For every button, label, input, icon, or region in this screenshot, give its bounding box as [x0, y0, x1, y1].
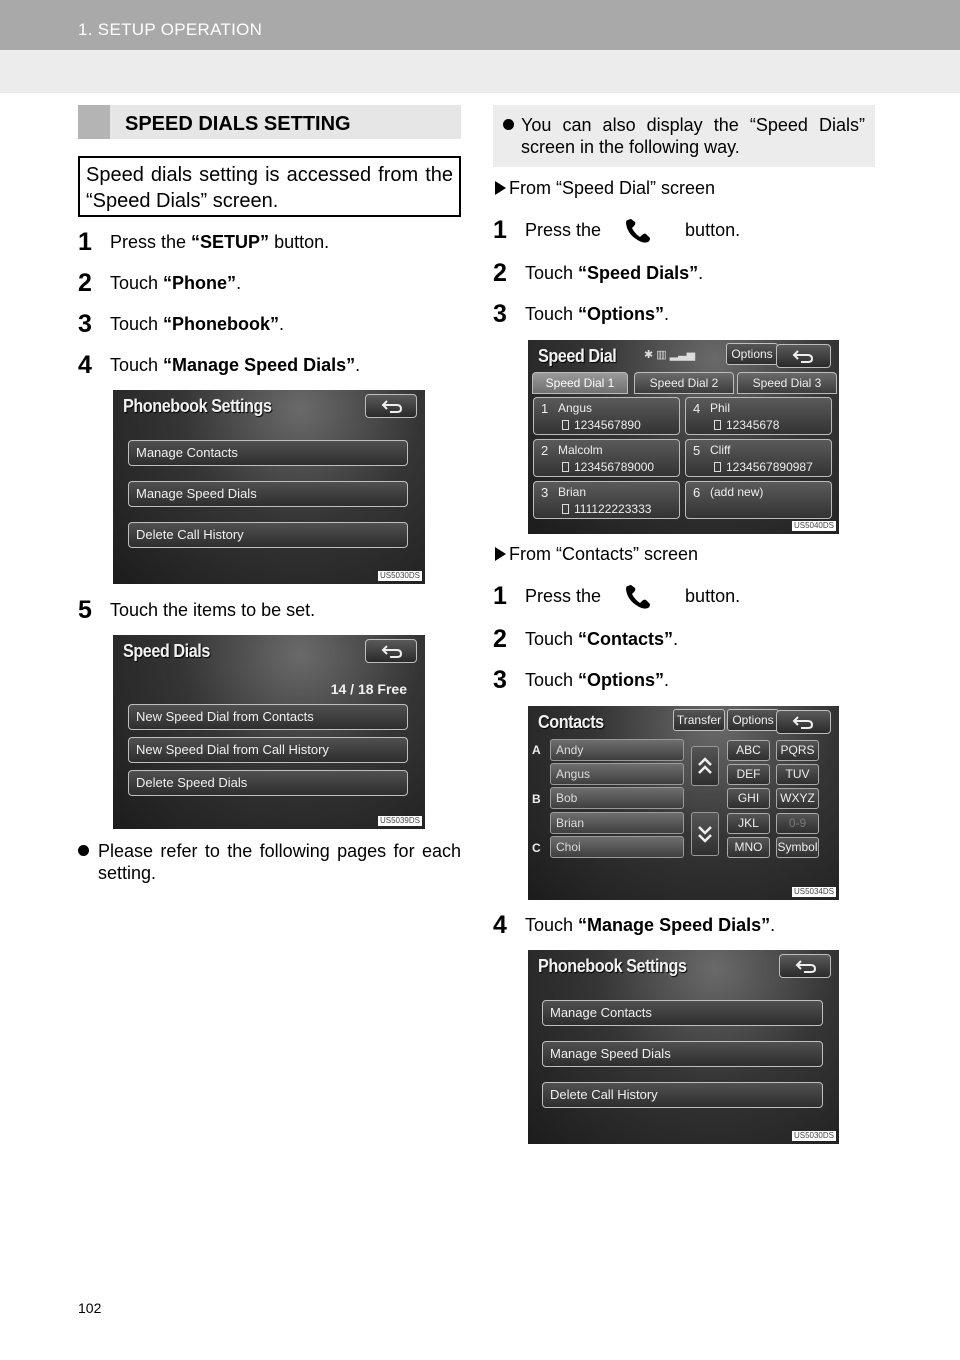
- delete-call-history-button[interactable]: Delete Call History: [128, 522, 408, 548]
- step-text: Touch: [525, 304, 579, 324]
- header-title: 1. SETUP OPERATION: [78, 20, 263, 39]
- back-arrow-icon: [792, 715, 814, 731]
- image-code: US5030DS: [793, 1131, 834, 1140]
- scroll-up-button[interactable]: [691, 746, 719, 786]
- speed-dial-entry[interactable]: [533, 439, 680, 477]
- back-button[interactable]: [776, 710, 831, 734]
- step-number: 1: [493, 582, 507, 610]
- left-step-3: [78, 310, 284, 339]
- back-button[interactable]: [776, 344, 831, 368]
- key-0-9[interactable]: 0-9: [776, 813, 819, 834]
- step-emphasis: “Manage Speed Dials”: [163, 355, 356, 375]
- step-number: 1: [78, 228, 92, 256]
- speed-dial-screenshot: [528, 340, 839, 534]
- delete-speed-dials-button[interactable]: Delete Speed Dials: [128, 770, 408, 796]
- step-number: 3: [493, 300, 507, 328]
- speed-dial-entry[interactable]: [533, 481, 680, 519]
- back-arrow-icon: [792, 349, 814, 365]
- from-contacts-heading: [495, 544, 698, 565]
- delete-call-history-button[interactable]: Delete Call History: [542, 1082, 823, 1108]
- status-icons: ✱ ▥ ▂▃▅: [644, 349, 696, 361]
- index-letter: A: [532, 743, 541, 757]
- contact-row[interactable]: Angus: [550, 763, 684, 785]
- phone-icon: [623, 583, 653, 611]
- tab-speed-dial-3[interactable]: Speed Dial 3: [737, 372, 837, 394]
- bullet-dot: [503, 119, 514, 130]
- right-a-step-3: [493, 300, 669, 329]
- step-text: .: [355, 355, 361, 375]
- step-text: Touch: [110, 273, 164, 293]
- step-emphasis: “Options”: [578, 670, 665, 690]
- key-ghi[interactable]: GHI: [727, 788, 770, 809]
- back-button[interactable]: [779, 954, 831, 978]
- step-emphasis: “Options”: [578, 304, 665, 324]
- step-text: Touch: [525, 629, 579, 649]
- step-text: .: [664, 670, 670, 690]
- note-box: [493, 105, 875, 167]
- entry-phone: 1234567890: [574, 418, 641, 432]
- step-number: 4: [493, 911, 507, 939]
- step-text: .: [770, 915, 776, 935]
- entry-number: 6: [693, 485, 701, 500]
- new-speed-dial-call-history-button[interactable]: New Speed Dial from Call History: [128, 737, 408, 763]
- contact-row[interactable]: Brian: [550, 812, 684, 834]
- contact-row[interactable]: Andy: [550, 739, 684, 761]
- transfer-button[interactable]: Transfer: [673, 709, 725, 731]
- screen-title: Phonebook Settings: [123, 396, 272, 416]
- intro-box: Speed dials setting is accessed from the “Speed Dials” screen.: [78, 156, 461, 217]
- back-arrow-icon: [381, 399, 403, 415]
- step-text: button.: [269, 232, 330, 252]
- note-text: Please refer to the following pages for each setting.: [98, 841, 461, 883]
- step-text: .: [279, 314, 285, 334]
- back-button[interactable]: [365, 639, 417, 663]
- right-b-step-4: [493, 911, 775, 940]
- scroll-down-button[interactable]: [691, 812, 719, 856]
- note-text: You can also display the “Speed Dials” screen in the following way.: [521, 115, 865, 157]
- step-text: .: [664, 304, 670, 324]
- right-b-step-2: [493, 625, 678, 654]
- from-speed-dial-heading: [495, 178, 715, 199]
- mobile-icon: [562, 462, 569, 472]
- step-text: Touch: [525, 915, 579, 935]
- tab-speed-dial-2[interactable]: Speed Dial 2: [634, 372, 734, 394]
- step-number: 3: [78, 310, 92, 338]
- key-def[interactable]: DEF: [727, 764, 770, 785]
- index-letter: C: [532, 841, 541, 855]
- manage-speed-dials-button[interactable]: Manage Speed Dials: [542, 1041, 823, 1067]
- step-number: 2: [493, 625, 507, 653]
- step-number: 5: [78, 596, 92, 624]
- step-number: 3: [493, 666, 507, 694]
- screen-title: Contacts: [538, 712, 604, 732]
- speed-dial-entry[interactable]: [685, 397, 832, 435]
- step-text: Press the: [525, 586, 602, 606]
- step-emphasis: “Phonebook”: [163, 314, 280, 334]
- image-code: US5039DS: [379, 816, 420, 825]
- step-emphasis: “SETUP”: [191, 232, 270, 252]
- entry-name: Brian: [558, 485, 587, 499]
- step-text: Touch: [110, 355, 164, 375]
- left-step-2: [78, 269, 241, 298]
- screen-title: Speed Dial: [538, 346, 617, 366]
- double-chevron-down-icon: [692, 813, 718, 855]
- entry-name: (add new): [710, 485, 764, 499]
- index-letter: B: [532, 792, 541, 806]
- speed-dial-entry-add[interactable]: [685, 481, 832, 519]
- speed-dial-entry[interactable]: [685, 439, 832, 477]
- entry-phone: 111122223333: [574, 502, 652, 516]
- phone-icon: [623, 217, 653, 245]
- double-chevron-up-icon: [692, 747, 718, 785]
- key-tuv[interactable]: TUV: [776, 764, 819, 785]
- right-b-step-1: [493, 582, 740, 611]
- key-jkl[interactable]: JKL: [727, 813, 770, 834]
- key-symbol[interactable]: Symbol: [776, 837, 819, 858]
- mobile-icon: [714, 420, 721, 430]
- phonebook-settings-screenshot-2: [528, 950, 839, 1144]
- image-code: US5040DS: [793, 521, 834, 530]
- speed-dial-entry[interactable]: [533, 397, 680, 435]
- triangle-arrow-icon: [495, 181, 506, 195]
- step-text: Touch: [525, 263, 579, 283]
- step-number: 2: [493, 259, 507, 287]
- key-wxyz[interactable]: WXYZ: [776, 788, 819, 809]
- step-text: Touch: [110, 314, 164, 334]
- entry-number: 5: [693, 443, 701, 458]
- step-emphasis: “Manage Speed Dials”: [578, 915, 771, 935]
- bullet-dot: [78, 845, 89, 856]
- new-speed-dial-contacts-button[interactable]: New Speed Dial from Contacts: [128, 704, 408, 730]
- right-b-step-3: [493, 666, 669, 695]
- key-mno[interactable]: MNO: [727, 837, 770, 858]
- right-note: [503, 114, 865, 158]
- header-strip: [0, 50, 960, 93]
- left-step-5: [78, 596, 315, 625]
- right-a-step-1: [493, 216, 740, 245]
- contact-row[interactable]: Choi: [550, 836, 684, 858]
- phonebook-settings-screenshot: [113, 390, 425, 584]
- step-number: 4: [78, 351, 92, 379]
- key-abc[interactable]: ABC: [727, 740, 770, 761]
- image-code: US5030DS: [379, 571, 420, 580]
- entry-phone: 123456789000: [574, 460, 655, 474]
- section-heading-marker: [78, 105, 110, 139]
- step-text: Press the: [525, 220, 602, 240]
- right-a-step-2: [493, 259, 703, 288]
- page-number: 102: [78, 1300, 102, 1316]
- screen-title: Speed Dials: [123, 641, 210, 661]
- manage-contacts-button[interactable]: Manage Contacts: [542, 1000, 823, 1026]
- step-number: 1: [493, 216, 507, 244]
- step-text: Press the: [110, 232, 192, 252]
- entry-name: Phil: [710, 401, 731, 415]
- step-text: button.: [685, 220, 741, 240]
- section-title: SPEED DIALS SETTING: [125, 113, 351, 135]
- key-pqrs[interactable]: PQRS: [776, 740, 819, 761]
- left-step-1: [78, 228, 329, 257]
- contact-row[interactable]: Bob: [550, 787, 684, 809]
- from-text: From “Speed Dial” screen: [509, 178, 716, 198]
- step-text: .: [236, 273, 242, 293]
- entry-number: 2: [541, 443, 549, 458]
- left-step-4: [78, 351, 360, 380]
- speed-dials-screenshot: [113, 635, 425, 829]
- step-emphasis: “Contacts”: [578, 629, 674, 649]
- free-count: 14 / 18 Free: [330, 681, 407, 697]
- from-text: From “Contacts” screen: [509, 544, 699, 564]
- header-bar: [0, 0, 960, 50]
- entry-phone: 1234567890987: [726, 460, 813, 474]
- step-text: Touch: [525, 670, 579, 690]
- section-heading: [78, 105, 461, 139]
- manage-contacts-button[interactable]: Manage Contacts: [128, 440, 408, 466]
- back-arrow-icon: [381, 644, 403, 660]
- entry-number: 4: [693, 401, 701, 416]
- entry-phone: 12345678: [726, 418, 780, 432]
- step-emphasis: “Speed Dials”: [578, 263, 699, 283]
- entry-name: Malcolm: [558, 443, 603, 457]
- contacts-screenshot: [528, 706, 839, 900]
- step-text: Touch the items to be set.: [110, 600, 316, 620]
- triangle-arrow-icon: [495, 547, 506, 561]
- manage-speed-dials-button[interactable]: Manage Speed Dials: [128, 481, 408, 507]
- options-button[interactable]: Options: [726, 343, 778, 365]
- image-code: US5034DS: [793, 887, 834, 896]
- entry-number: 1: [541, 401, 549, 416]
- entry-name: Angus: [558, 401, 593, 415]
- entry-name: Cliff: [710, 443, 731, 457]
- step-text: .: [673, 629, 679, 649]
- step-emphasis: “Phone”: [163, 273, 237, 293]
- mobile-icon: [562, 420, 569, 430]
- left-note: [78, 840, 461, 884]
- screen-title: Phonebook Settings: [538, 956, 687, 976]
- tab-speed-dial-1[interactable]: Speed Dial 1: [532, 372, 628, 394]
- options-button[interactable]: Options: [727, 709, 779, 731]
- entry-number: 3: [541, 485, 549, 500]
- step-text: button.: [685, 586, 741, 606]
- mobile-icon: [714, 462, 721, 472]
- back-arrow-icon: [795, 959, 817, 975]
- back-button[interactable]: [365, 394, 417, 418]
- step-number: 2: [78, 269, 92, 297]
- keypad-icon: [562, 504, 569, 514]
- step-text: .: [698, 263, 704, 283]
